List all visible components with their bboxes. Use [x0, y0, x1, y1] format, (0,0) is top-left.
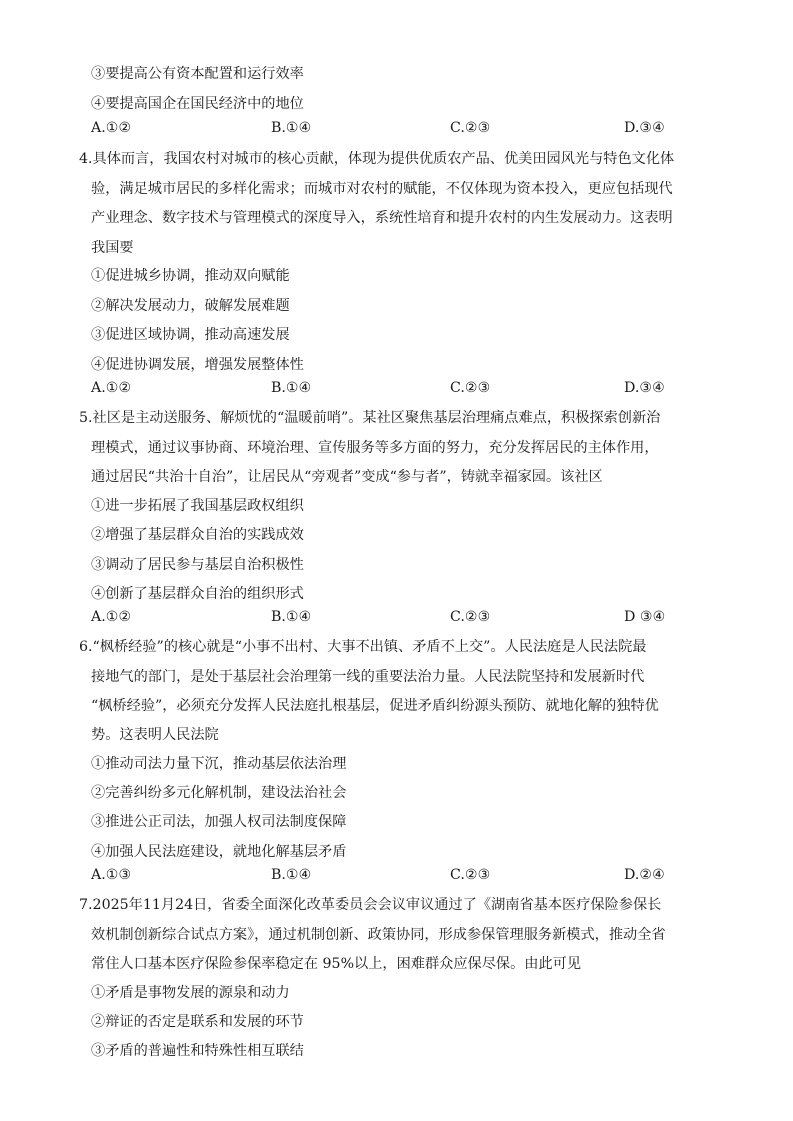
- q3-choice-a: A.①②: [91, 120, 132, 136]
- q5-option-1: ①进一步拓展了我国基层政权组织: [91, 498, 304, 514]
- q7-option-2: ②辩证的否定是联系和发展的环节: [91, 1014, 304, 1030]
- q4-option-2: ②解决发展动力，破解发展难题: [91, 298, 290, 314]
- q4-option-3: ③促进区域协调，推动高速发展: [91, 327, 290, 343]
- q3-choice-d: D.③④: [624, 120, 665, 136]
- q5-stem-line: 理模式，通过议事协商、环境治理、宣传服务等多方面的努力，充分发挥居民的主体作用，: [91, 440, 659, 456]
- q6-option-1: ①推动司法力量下沉，推动基层依法治理: [91, 756, 347, 772]
- q5-choice-b: B.①④: [271, 609, 312, 625]
- q5-choice-c: C.②③: [450, 609, 491, 625]
- q4-choice-a: A.①②: [91, 380, 132, 396]
- q3-choice-c: C.②③: [450, 120, 491, 136]
- q6-stem-line: 接地气的部门，是处于基层社会治理第一线的重要法治力量。人民法院坚持和发展新时代: [91, 669, 645, 685]
- q5-stem-line: 5.社区是主动送服务、解烦忧的“温暖前哨”。某社区聚焦基层治理痛点难点，积极探索创新治: [79, 410, 661, 426]
- q7-option-1: ①矛盾是事物发展的源泉和动力: [91, 985, 290, 1001]
- q3-option-4: ④要提高国企在国民经济中的地位: [91, 96, 304, 112]
- q6-option-4: ④加强人民法庭建设，就地化解基层矛盾: [91, 844, 347, 860]
- q4-option-1: ①促进城乡协调，推动双向赋能: [91, 268, 290, 284]
- q6-stem-line: 势。这表明人民法院: [91, 727, 219, 743]
- q7-stem-line: 7.2025年11月24日，省委全面深化改革委员会会议审议通过了《湖南省基本医疗保险参保长: [79, 897, 662, 913]
- q7-stem-line: 常住人口基本医疗保险参保率稳定在 95%以上，困难群众应保尽保。由此可见: [91, 956, 582, 972]
- q5-choice-d: D ③④: [624, 609, 666, 625]
- q6-choice-b: B.①④: [271, 867, 312, 883]
- q5-option-3: ③调动了居民参与基层自治积极性: [91, 557, 304, 573]
- q5-stem-line: 通过居民“共治十自治”，让居民从“旁观者”变成“参与者”，铸就幸福家园。该社区: [91, 469, 603, 485]
- q7-stem-line: 效机制创新综合试点方案》，通过机制创新、政策协同，形成参保管理服务新模式，推动全省: [91, 927, 666, 943]
- q6-option-2: ②完善纠纷多元化解机制，建设法治社会: [91, 785, 347, 801]
- q5-option-2: ②增强了基层群众自治的实践成效: [91, 527, 304, 543]
- q4-stem-line: 验，满足城市居民的多样化需求；而城市对农村的赋能，不仅体现为资本投入，更应包括现代: [91, 181, 673, 197]
- q4-stem-line: 我国要: [91, 240, 134, 256]
- q4-choice-b: B.①④: [271, 380, 312, 396]
- q4-choice-d: D.③④: [624, 380, 665, 396]
- q4-stem-line: 4.具体而言，我国农村对城市的核心贡献，体现为提供优质农产品、优美田园风光与特色文化体: [79, 151, 675, 167]
- q5-choice-a: A.①②: [91, 609, 132, 625]
- q6-stem-line: “枫桥经验”，必须充分发挥人民法庭扎根基层，促进矛盾纠纷源头预防、就地化解的独特优: [91, 698, 659, 714]
- q6-option-3: ③推进公正司法，加强人权司法制度保障: [91, 814, 347, 830]
- q4-option-4: ④促进协调发展，增强发展整体性: [91, 357, 304, 373]
- q5-option-4: ④创新了基层群众自治的组织形式: [91, 586, 304, 602]
- q4-choice-c: C.②③: [450, 380, 491, 396]
- q4-stem-line: 产业理念、数字技术与管理模式的深度导入，系统性培育和提升农村的内生发展动力。这表明: [91, 210, 673, 226]
- q3-option-3: ③要提高公有资本配置和运行效率: [91, 66, 304, 82]
- q6-stem-line: 6.“枫桥经验”的核心就是“小事不出村、大事不出镇、矛盾不上交”。人民法庭是人民法院最: [79, 639, 647, 655]
- q3-choice-b: B.①④: [271, 120, 312, 136]
- q6-choice-d: D.②④: [624, 867, 665, 883]
- q6-choice-c: C.②③: [450, 867, 491, 883]
- q7-option-3: ③矛盾的普遍性和特殊性相互联结: [91, 1043, 304, 1059]
- q6-choice-a: A.①③: [91, 867, 132, 883]
